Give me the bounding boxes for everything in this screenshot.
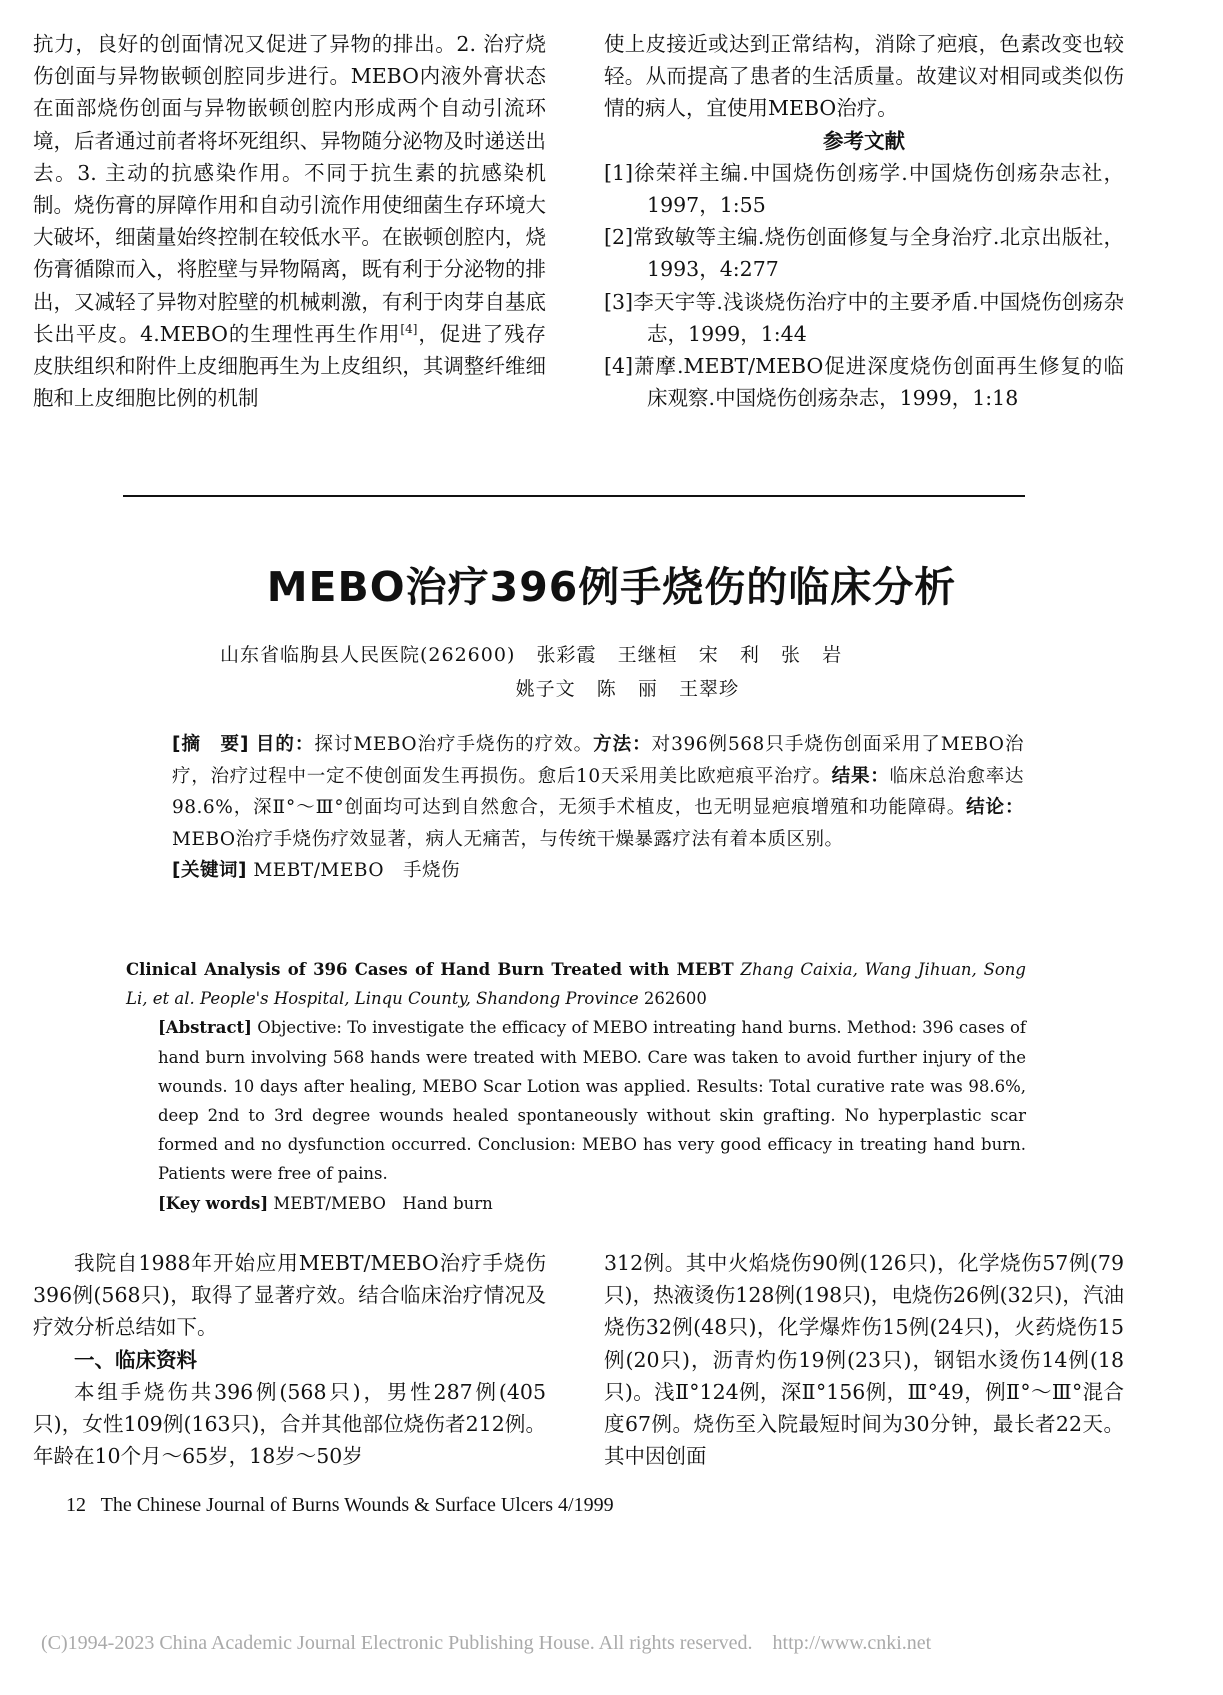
reference-item: [4]萧摩.MEBT/MEBO促进深度烧伤创面再生修复的临床观察.中国烧伤创疡杂志，1999，1:18 [604, 354, 1124, 411]
method-text: 对396例568只手烧伤创面采用了MEBO治疗，治疗过程中一定不使创面发生再损伤。愈后10天采用美比欧疤痕平治疗。 [172, 734, 1024, 787]
paragraph: 使上皮接近或达到正常结构，消除了疤痕，色素改变也较轻。从而提高了患者的生活质量。故建议对相同或类似伤情的病人，宜使用MEBO治疗。 [604, 32, 1124, 121]
keywords-line [172, 855, 1024, 887]
english-authors: Zhang Caixia, Wang Jihuan, Song Li, et al. People's Hospital, Linqu County, Shandong Province [126, 960, 1026, 1009]
top-right-column [604, 28, 1124, 414]
intro-paragraph: 我院自1988年开始应用MEBT/MEBO治疗手烧伤396例(568只)，取得了显著疗效。结合临床治疗情况及疗效分析总结如下。 [33, 1251, 546, 1340]
reference-item: [2]常致敏等主编.烧伤创面修复与全身治疗.北京出版社，1993，4:277 [604, 225, 1124, 282]
reference-item: [1]徐荣祥主编.中国烧伤创疡学.中国烧伤创疡杂志社，1997，1:55 [604, 160, 1124, 218]
references-heading: 参考文献 [823, 128, 905, 153]
affiliation-line: 姚子文 陈 丽 王翠珍 [220, 678, 740, 700]
body-right-column [604, 1247, 1124, 1472]
top-left-column [33, 28, 546, 414]
purpose-label: 目的： [255, 734, 315, 755]
affiliation-block [220, 638, 842, 706]
result-label: 结果： [831, 765, 890, 787]
citation-superscript: [4] [400, 322, 418, 336]
abstract-label: [摘 要] [172, 734, 249, 755]
paragraph: 抗力，良好的创面情况又促进了异物的排出。2. 治疗烧伤创面与异物嵌顿创腔同步进行。MEBO内液外膏状态在面部烧伤创面与异物嵌顿创腔内形成两个自动引流环境，后者通过前者将坏死组织、异物随分泌物及时递送出去。3. 主动的抗感染作用。不同于抗生素的抗感染机制。烧伤膏的屏障作用和自动引流作用使细菌生存环境大大破坏，细菌量始终控制在较低水平。在嵌顿创腔内，烧伤膏循隙而入，将腔壁与异物隔离，既有利于分泌物的排出，又减轻了异物对腔壁的机械刺激，有利于肉芽自基底长出平皮。4.MEBO的生理性再生作用[4]，促进了残存皮肤组织和附件上皮细胞再生为上皮组织，其调整纤维细胞和上皮细胞比例的机制 [33, 32, 547, 411]
body-left-column [33, 1247, 546, 1472]
english-abstract-label: [Abstract] [158, 1018, 252, 1038]
section-heading: 一、临床资料 [74, 1347, 197, 1372]
reference-item: [3]李天宇等.浅谈烧伤治疗中的主要矛盾.中国烧伤创疡杂志，1999，1:44 [604, 289, 1124, 346]
english-abstract [126, 955, 1026, 1218]
paragraph: 本组手烧伤共396例(568只)，男性287例(405只)，女性109例(163只)，合并其他部位烧伤者212例。年龄在10个月～65岁，18岁～50岁 [33, 1379, 546, 1469]
article-title: MEBO治疗396例手烧伤的临床分析 [266, 563, 957, 611]
english-abstract-text: Objective: To investigate the efficacy of MEBO intreating hand burns. Method: 396 cases of hand burn involving 568 hands were treated with MEBO. Care was taken to avoid further injury of the wounds. 10 days after healing, MEBO Scar Lotion was applied. Results: Total curative rate was 98.6%, deep 2nd to 3rd degree wounds healed spontaneously without skin grafting. No hyperplastic scar formed and no dysfunction occurred. Conclusion: MEBO has very good efficacy in treating hand burn. Patients were free of pains. [158, 1018, 1026, 1184]
english-keywords-line [126, 1189, 1026, 1218]
method-label: 方法： [593, 734, 652, 755]
english-title-line [126, 955, 1026, 1013]
purpose-text: 探讨MEBO治疗手烧伤的疗效。 [314, 734, 594, 755]
english-keywords-text: MEBT/MEBO Hand burn [273, 1193, 493, 1213]
paragraph: 312例。其中火焰烧伤90例(126只)，化学烧伤57例(79只)，热液烫伤128例(198只)，电烧伤26例(32只)，汽油烧伤32例(48只)，化学爆炸伤15例(24只)，火药烧伤15例(20只)，沥青灼伤19例(23只)，钢铝水烫伤14例(18只)。浅Ⅱ°124例，深Ⅱ°156例，Ⅲ°49，例Ⅱ°～Ⅲ°混合度67例。烧伤至入院最短时间为30分钟，最长者22天。其中因创面 [604, 1251, 1124, 1469]
english-postcode: 262600 [643, 989, 707, 1009]
result-text: 临床总治愈率达98.6%，深Ⅱ°～Ⅲ°创面均可达到自然愈合，无须手术植皮，也无明显疤痕增殖和功能障碍。 [172, 765, 1024, 818]
conclusion-label: 结论： [966, 797, 1024, 818]
english-title: Clinical Analysis of 396 Cases of Hand Burn Treated with MEBT [126, 960, 734, 979]
chinese-abstract [172, 729, 1024, 887]
keywords-label: [关键词] [172, 860, 247, 881]
abstract-paragraph [172, 729, 1024, 855]
english-abstract-paragraph [126, 1013, 1026, 1188]
section-divider [123, 495, 1025, 497]
keywords-text: MEBT/MEBO 手烧伤 [253, 860, 460, 881]
english-keywords-label: [Key words] [158, 1193, 269, 1213]
copyright-watermark: (C)1994-2023 China Academic Journal Electronic Publishing House. All rights reserved. http://www.cnki.net [41, 1632, 932, 1654]
page-footer: 12 The Chinese Journal of Burns Wounds & Surface Ulcers 4/1999 [66, 1494, 614, 1516]
references-list [604, 157, 1124, 415]
affiliation-line: 山东省临朐县人民医院(262600) 张彩霞 王继桓 宋 利 张 岩 [220, 644, 843, 666]
conclusion-text: MEBO治疗手烧伤疗效显著，病人无痛苦，与传统干燥暴露疗法有着本质区别。 [172, 828, 844, 850]
